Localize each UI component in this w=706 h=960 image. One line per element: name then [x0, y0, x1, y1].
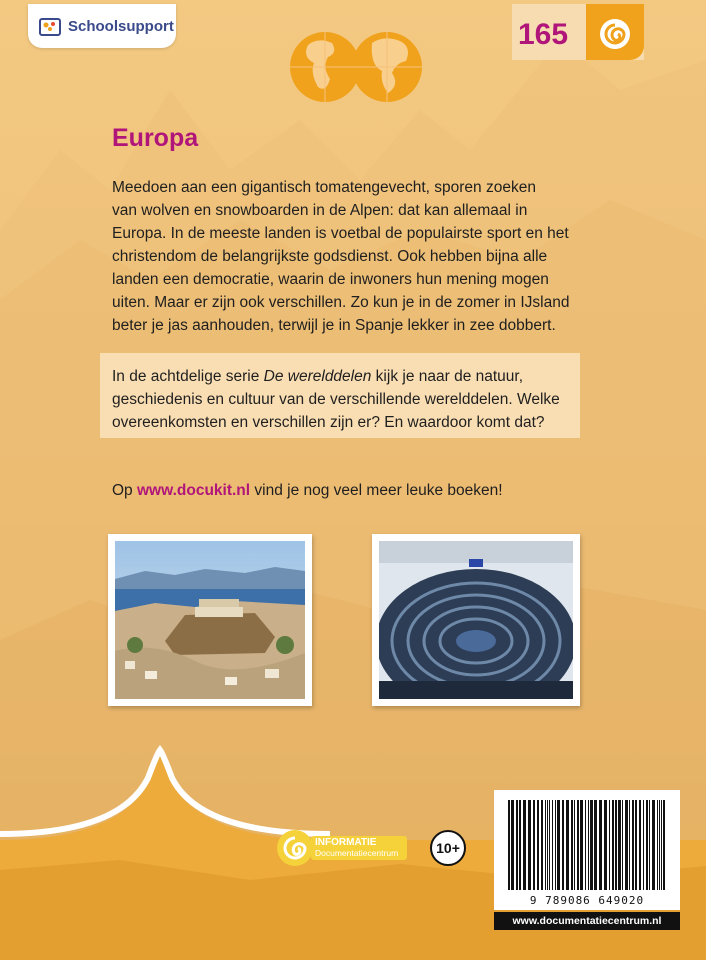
series-swirl-box — [586, 4, 644, 60]
series-note-text: In de achtdelige serie — [112, 368, 264, 385]
barcode-bar — [537, 800, 539, 890]
barcode-bar — [557, 800, 560, 890]
page-title: Europa — [112, 124, 199, 152]
barcode-bar — [612, 800, 614, 890]
european-parliament-photo — [372, 534, 580, 706]
barcode-bar — [562, 800, 564, 890]
barcode-bars — [494, 790, 680, 894]
barcode-bar — [566, 800, 569, 890]
barcode-bar — [639, 800, 641, 890]
swirl-icon — [586, 4, 644, 60]
series-note-text: kijk je naar de natuur, — [371, 368, 524, 385]
barcode-bar — [508, 800, 510, 890]
intro-line: van wolven en snowboarden in de Alpen: dat kan allemaal in — [112, 202, 528, 219]
barcode-bar — [571, 800, 573, 890]
barcode-bar — [580, 800, 583, 890]
barcode-bar — [519, 800, 521, 890]
informatie-logo — [275, 828, 407, 873]
website-label[interactable]: www.documentatiecentrum.nl — [494, 912, 680, 930]
barcode-bar — [625, 800, 628, 890]
world-globes-icon — [288, 27, 424, 107]
barcode-bar — [629, 800, 630, 890]
barcode-bar — [643, 800, 644, 890]
barcode-bar — [577, 800, 579, 890]
intro-line: Meedoen aan een gigantisch tomatengevecht, sporen zoeken — [112, 179, 536, 196]
barcode-bar — [511, 800, 514, 890]
intro-paragraph — [112, 176, 612, 337]
barcode-bar — [646, 800, 648, 890]
barcode-bar — [585, 800, 586, 890]
docukit-suffix: vind je nog veel meer leuke boeken! — [250, 482, 503, 499]
barcode-bar — [545, 800, 546, 890]
barcode-bar — [516, 800, 518, 890]
age-badge: 10+ — [430, 830, 466, 866]
barcode-bar — [604, 800, 607, 890]
barcode-bar — [635, 800, 637, 890]
barcode-bar — [622, 800, 623, 890]
barcode-bar — [590, 800, 593, 890]
barcode-bar — [523, 800, 526, 890]
barcode-bar — [632, 800, 634, 890]
series-note-line: overeenkomsten en verschillen zijn er? En waardoor komt dat? — [112, 414, 545, 431]
series-name: De werelddelen — [263, 368, 372, 385]
series-number-badge — [512, 4, 644, 60]
series-note-paragraph — [112, 365, 572, 434]
barcode-bar — [609, 800, 610, 890]
athens-acropolis-photo — [108, 534, 312, 706]
series-note-line: geschiedenis en cultuur van de verschillende werelddelen. Welke — [112, 391, 560, 408]
barcode-bar — [574, 800, 575, 890]
barcode-bar — [649, 800, 650, 890]
publisher-logo — [28, 4, 176, 48]
barcode-bar — [528, 800, 531, 890]
barcode-bar — [594, 800, 597, 890]
intro-line: beter je jas aanhouden, terwijl je in Spanje lekker in zee dobbert. — [112, 317, 556, 334]
series-note-line — [112, 365, 572, 388]
docukit-link[interactable]: www.docukit.nl — [136, 482, 251, 499]
barcode-bar — [652, 800, 655, 890]
barcode-bar — [657, 800, 658, 890]
docukit-note — [112, 482, 503, 500]
barcode-bar — [615, 800, 617, 890]
barcode-bar — [549, 800, 550, 890]
intro-line: uiten. Maar er zijn ook verschillen. Zo kun je in de zomer in IJsland — [112, 294, 570, 311]
barcode-bar — [599, 800, 602, 890]
barcode-bar — [555, 800, 556, 890]
intro-line: christendom de belangrijkste godsdienst. Ook hebben bijna alle — [112, 248, 548, 265]
barcode-bar — [663, 800, 665, 890]
schoolsupport-logo-icon — [38, 15, 62, 37]
barcode-bar — [661, 800, 662, 890]
informatie-label: INFORMATIE — [315, 837, 377, 848]
barcode-bar — [659, 800, 660, 890]
series-number: 165 — [518, 18, 569, 51]
barcode-bar — [552, 800, 553, 890]
intro-line: Europa. In de meeste landen is voetbal de populairste sport en het — [112, 225, 569, 242]
docukit-prefix: Op — [112, 482, 137, 499]
barcode-bar — [618, 800, 621, 890]
barcode — [494, 790, 680, 910]
isbn-number: 9 789086 649020 — [529, 894, 645, 907]
barcode-bar — [533, 800, 535, 890]
publisher-name: Schoolsupport — [68, 17, 174, 35]
barcode-bar — [547, 800, 548, 890]
intro-line: landen een democratie, waarin de inwoners hun mening mogen — [112, 271, 549, 288]
documentatiecentrum-label: Documentatiecentrum — [315, 848, 399, 858]
barcode-bar — [588, 800, 589, 890]
barcode-bar — [541, 800, 543, 890]
